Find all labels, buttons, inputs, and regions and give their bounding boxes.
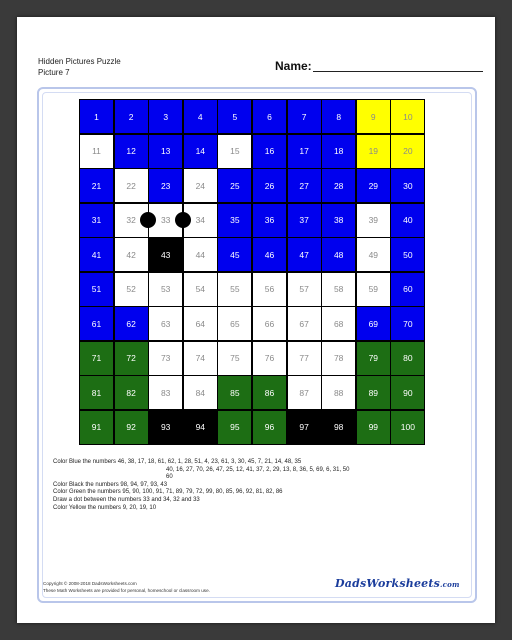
grid-cell-24: 24	[183, 168, 218, 203]
worksheet-subtitle: Picture 7	[38, 68, 70, 77]
instruction-dots: Draw a dot between the numbers 33 and 34, 32 and 33	[53, 496, 200, 503]
dadsworksheets-logo	[335, 577, 460, 590]
grid-cell-3: 3	[148, 99, 183, 134]
grid-cell-43: 43	[148, 237, 183, 272]
grid-cell-44: 44	[183, 237, 218, 272]
logo-rest: Worksheets	[366, 577, 441, 590]
grid-cell-71: 71	[79, 341, 114, 376]
grid-cell-84: 84	[183, 375, 218, 410]
grid-cell-38: 38	[321, 203, 356, 238]
dot-33-34	[175, 212, 191, 228]
worksheet-title: Hidden Pictures Puzzle	[38, 57, 121, 66]
grid-cell-26: 26	[252, 168, 287, 203]
grid-cell-39: 39	[356, 203, 391, 238]
grid-cell-1: 1	[79, 99, 114, 134]
grid-cell-57: 57	[287, 272, 322, 307]
grid-cell-48: 48	[321, 237, 356, 272]
grid-cell-52: 52	[114, 272, 149, 307]
grid-cell-46: 46	[252, 237, 287, 272]
grid-cell-14: 14	[183, 134, 218, 169]
grid-cell-8: 8	[321, 99, 356, 134]
grid-cell-10: 10	[390, 99, 425, 134]
name-line	[313, 71, 483, 72]
grid-cell-11: 11	[79, 134, 114, 169]
grid-cell-97: 97	[287, 410, 322, 445]
grid-cell-42: 42	[114, 237, 149, 272]
grid-cell-93: 93	[148, 410, 183, 445]
grid-cell-55: 55	[217, 272, 252, 307]
grid-cell-99: 99	[356, 410, 391, 445]
grid-cell-69: 69	[356, 306, 391, 341]
grid-cell-49: 49	[356, 237, 391, 272]
grid-cell-98: 98	[321, 410, 356, 445]
logo-main: Dads	[335, 577, 367, 590]
grid-cell-20: 20	[390, 134, 425, 169]
instruction-yellow: Color Yellow the numbers 9, 20, 19, 10	[53, 504, 157, 511]
grid-cell-74: 74	[183, 341, 218, 376]
grid-cell-56: 56	[252, 272, 287, 307]
grid-cell-13: 13	[148, 134, 183, 169]
grid-cell-7: 7	[287, 99, 322, 134]
grid-cell-50: 50	[390, 237, 425, 272]
grid-cell-6: 6	[252, 99, 287, 134]
grid-cell-5: 5	[217, 99, 252, 134]
grid-cell-83: 83	[148, 375, 183, 410]
grid-cell-4: 4	[183, 99, 218, 134]
grid-cell-47: 47	[287, 237, 322, 272]
grid-cell-82: 82	[114, 375, 149, 410]
grid-cell-27: 27	[287, 168, 322, 203]
grid-cell-34: 34	[183, 203, 218, 238]
grid-cell-64: 64	[183, 306, 218, 341]
grid-cell-79: 79	[356, 341, 391, 376]
grid-cell-36: 36	[252, 203, 287, 238]
grid-cell-51: 51	[79, 272, 114, 307]
grid-cell-90: 90	[390, 375, 425, 410]
instruction-black: Color Black the numbers 98, 94, 97, 93, 43	[53, 481, 168, 488]
grid-cell-45: 45	[217, 237, 252, 272]
grid-cell-41: 41	[79, 237, 114, 272]
grid-cell-60: 60	[390, 272, 425, 307]
grid-cell-19: 19	[356, 134, 391, 169]
grid-cell-35: 35	[217, 203, 252, 238]
grid-cell-21: 21	[79, 168, 114, 203]
grid-cell-80: 80	[390, 341, 425, 376]
grid-cell-37: 37	[287, 203, 322, 238]
instruction-blue-cont: 40, 16, 27, 70, 26, 47, 25, 12, 41, 37, 2, 29, 13, 8, 36, 5, 69, 6, 31, 50	[166, 466, 350, 473]
grid-cell-30: 30	[390, 168, 425, 203]
hundreds-grid	[79, 99, 425, 449]
grid-cell-86: 86	[252, 375, 287, 410]
grid-cell-78: 78	[321, 341, 356, 376]
grid-cell-15: 15	[217, 134, 252, 169]
grid-cell-17: 17	[287, 134, 322, 169]
grid-cell-70: 70	[390, 306, 425, 341]
grid-cell-2: 2	[114, 99, 149, 134]
grid-cell-54: 54	[183, 272, 218, 307]
grid-cell-88: 88	[321, 375, 356, 410]
grid-cell-9: 9	[356, 99, 391, 134]
instruction-blue-cont2: 60	[166, 474, 173, 481]
grid-cell-40: 40	[390, 203, 425, 238]
grid-cell-33: 33	[148, 203, 183, 238]
worksheet-page	[17, 17, 495, 623]
instruction-blue: Color Blue the numbers 46, 38, 17, 18, 61, 62, 1, 28, 51, 4, 23, 61, 3, 30, 45, 7, 21, 14, 48, 35	[53, 459, 302, 465]
instruction-green: Color Green the numbers 95, 90, 100, 91, 71, 89, 79, 72, 99, 80, 85, 96, 92, 81, 82, 86	[53, 489, 283, 496]
instructions	[53, 459, 383, 512]
grid-cell-58: 58	[321, 272, 356, 307]
grid-cell-22: 22	[114, 168, 149, 203]
grid-cell-62: 62	[114, 306, 149, 341]
grid-cell-23: 23	[148, 168, 183, 203]
grid-cell-53: 53	[148, 272, 183, 307]
grid-cell-100: 100	[390, 410, 425, 445]
grid-cell-92: 92	[114, 410, 149, 445]
grid-cell-29: 29	[356, 168, 391, 203]
grid-cell-96: 96	[252, 410, 287, 445]
grid-cell-72: 72	[114, 341, 149, 376]
grid-cell-59: 59	[356, 272, 391, 307]
grid-cell-16: 16	[252, 134, 287, 169]
usage-note: These Math Worksheets are provided for personal, homeschool or classroom use.	[43, 588, 210, 593]
grid-cell-61: 61	[79, 306, 114, 341]
grid-cell-76: 76	[252, 341, 287, 376]
name-label: Name:	[275, 59, 312, 73]
grid-cell-28: 28	[321, 168, 356, 203]
grid-cell-32: 32	[114, 203, 149, 238]
grid-cell-66: 66	[252, 306, 287, 341]
grid-cell-25: 25	[217, 168, 252, 203]
grid-cell-91: 91	[79, 410, 114, 445]
grid-cell-77: 77	[287, 341, 322, 376]
copyright: Copyright © 2008-2018 DadsWorksheets.com	[43, 581, 137, 586]
grid-cell-65: 65	[217, 306, 252, 341]
grid-cell-85: 85	[217, 375, 252, 410]
grid-cell-67: 67	[287, 306, 322, 341]
grid-cell-18: 18	[321, 134, 356, 169]
grid-cell-12: 12	[114, 134, 149, 169]
grid-cell-95: 95	[217, 410, 252, 445]
grid-cell-81: 81	[79, 375, 114, 410]
grid-cell-31: 31	[79, 203, 114, 238]
grid-cell-73: 73	[148, 341, 183, 376]
grid-cell-75: 75	[217, 341, 252, 376]
logo-suffix: .com	[440, 580, 460, 589]
grid-cell-94: 94	[183, 410, 218, 445]
grid-cell-89: 89	[356, 375, 391, 410]
grid-cell-63: 63	[148, 306, 183, 341]
grid-cell-87: 87	[287, 375, 322, 410]
grid-cell-68: 68	[321, 306, 356, 341]
